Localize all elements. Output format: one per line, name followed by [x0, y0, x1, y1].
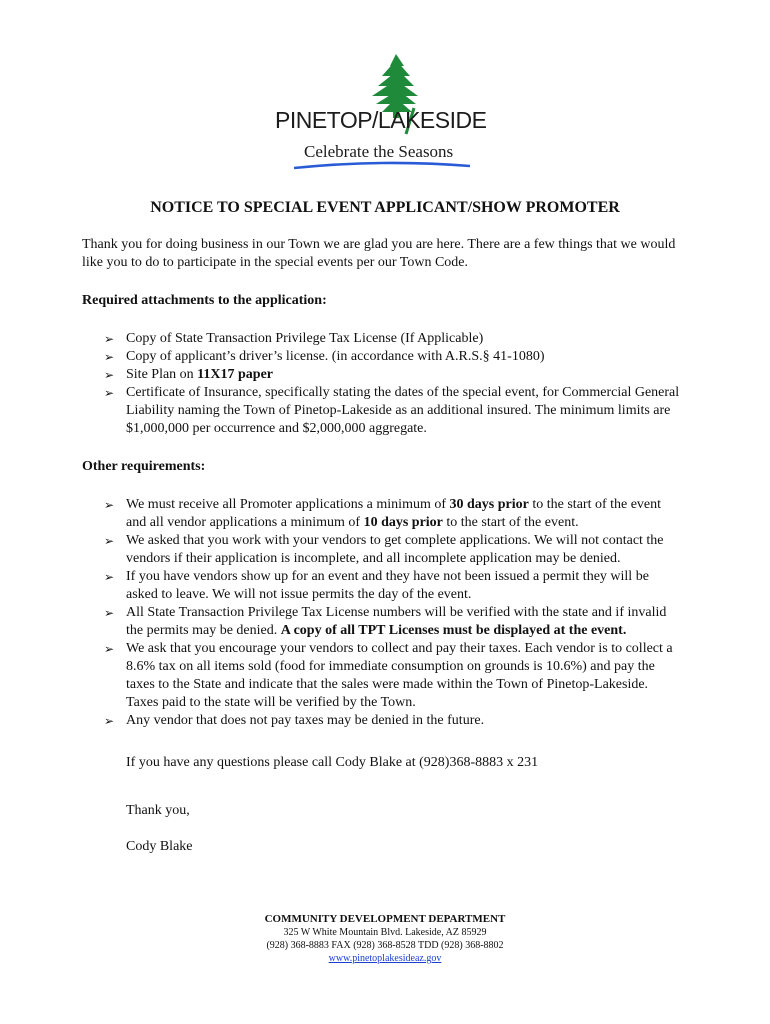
arrow-bullet-icon: ➢ [104, 714, 115, 728]
arrow-bullet-icon: ➢ [104, 534, 115, 548]
swoosh-icon [292, 161, 472, 171]
town-logo [272, 52, 502, 170]
other-requirements-heading: Other requirements: [82, 459, 206, 474]
list-item: ➢ All State Transaction Privilege Tax License numbers will be verified with the state and if invalid the permits may be denied. A copy of all TPT Licenses must be displayed at the event. [104, 605, 667, 638]
other-requirements-list [82, 496, 682, 730]
website-link[interactable]: www.pinetoplakesideaz.gov [328, 953, 442, 964]
list-item: ➢ Copy of applicant’s driver’s license. (in accordance with A.R.S.§ 41-1080) [104, 349, 545, 364]
contact-line: If you have any questions please call Cody Blake at (928)368-8883 x 231 [126, 755, 539, 770]
list-item: ➢ We must receive all Promoter applications a minimum of 30 days prior to the start of the event and all vendor applications a minimum of 10 days prior to the start of the event. [104, 497, 662, 530]
list-item: ➢ If you have vendors show up for an event and they have not been issued a permit they will be asked to leave. We will not issue permits the day of the event. [104, 569, 649, 602]
arrow-bullet-icon: ➢ [104, 386, 115, 400]
list-item: ➢ We asked that you work with your vendors to get complete applications. We will not contact the vendors if their application is incomplete, and all incomplete application may be denied. [104, 533, 664, 566]
list-item: ➢ Certificate of Insurance, specifically stating the dates of the special event, for Commercial General Liability naming the Town of Pinetop-Lakeside as an additional insured. The minimum limits are $1,000,000 per occurrence and $2,000,000 aggregate. [104, 385, 680, 436]
attachments-heading: Required attachments to the application: [82, 293, 327, 308]
list-item: ➢ We ask that you encourage your vendors to collect and pay their taxes. Each vendor is to collect a 8.6% tax on all items sold (food for immediate consumption on grounds is 10.6%) and pay the taxes to the State and indicate that the sales were made within the Town of Pinetop-Lakeside. Taxes paid to the state will be verified by the Town. [104, 641, 673, 710]
arrow-bullet-icon: ➢ [104, 570, 115, 584]
logo-wordmark: PINETOP/LAKESIDE [275, 107, 487, 133]
intro-paragraph: Thank you for doing business in our Town we are glad you are here. There are a few things that we would like you to do to participate in the special events per our Town Code. [82, 237, 676, 270]
page-title: NOTICE TO SPECIAL EVENT APPLICANT/SHOW PROMOTER [150, 199, 620, 216]
arrow-bullet-icon: ➢ [104, 332, 115, 346]
attachments-list [82, 330, 682, 438]
arrow-bullet-icon: ➢ [104, 350, 115, 364]
arrow-bullet-icon: ➢ [104, 368, 115, 382]
logo-tagline: Celebrate the Seasons [304, 142, 454, 161]
list-item: ➢ Any vendor that does not pay taxes may be denied in the future. [104, 713, 485, 728]
arrow-bullet-icon: ➢ [104, 498, 115, 512]
closing-block [82, 754, 682, 856]
list-item: ➢ Copy of State Transaction Privilege Tax License (If Applicable) [104, 331, 484, 346]
document-body [82, 236, 682, 856]
arrow-bullet-icon: ➢ [104, 606, 115, 620]
list-item: ➢ Site Plan on 11X17 paper [104, 367, 274, 382]
footer-department: COMMUNITY DEVELOPMENT DEPARTMENT [264, 913, 506, 925]
signature: Cody Blake [126, 839, 193, 854]
footer [0, 913, 770, 965]
footer-phones: (928) 368-8883 FAX (928) 368-8528 TDD (928) 368-8802 [266, 940, 504, 951]
arrow-bullet-icon: ➢ [104, 642, 115, 656]
thanks-line: Thank you, [126, 803, 190, 818]
footer-address: 325 W White Mountain Blvd. Lakeside, AZ 85929 [283, 927, 487, 938]
